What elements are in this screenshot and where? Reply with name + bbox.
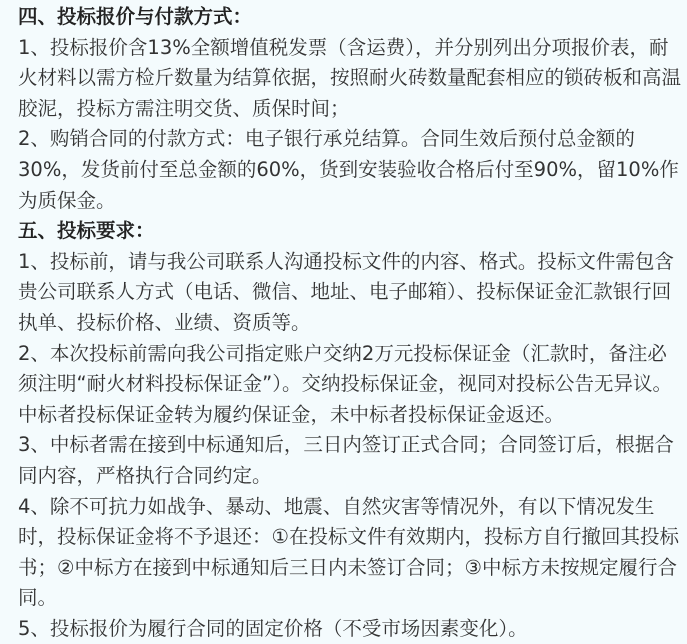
paragraph-line: 1、投标前，请与我公司联系人沟通投标文件的内容、格式。投标文件需包含 [18, 249, 674, 273]
paragraph-line: 同内容，严格执行合同约定。 [18, 463, 272, 487]
paragraph [18, 492, 687, 614]
paragraph [18, 614, 687, 644]
paragraph-line: 为质保金。 [18, 188, 116, 212]
paragraph-line: 5、投标报价为履行合同的固定价格（不受市场因素变化）。 [18, 616, 528, 640]
paragraph-line: 中标者投标保证金转为履约保证金，未中标者投标保证金返还。 [18, 402, 565, 426]
paragraph [18, 339, 687, 431]
paragraph-line: 4、除不可抗力如战争、暴动、地震、自然灾害等情况外，有以下情况发生 [18, 494, 655, 518]
paragraph-line: 执单、投标价格、业绩、资质等。 [18, 310, 311, 334]
paragraph [18, 430, 687, 491]
paragraph-line: 书；②中标方在接到中标通知后三日内未签订合同；③中标方未按规定履行合 [18, 555, 677, 579]
paragraph-line: 须注明“耐火材料投标保证金”）。交纳投标保证金，视同对投标公告无异议。 [18, 372, 672, 396]
paragraph-line: 1、投标报价含13%全额增值税发票（含运费），并分别列出分项报价表，耐 [18, 35, 669, 59]
paragraph-line: 贵公司联系人方式（电话、微信、地址、电子邮箱）、投标保证金汇款银行回 [18, 280, 672, 304]
paragraph-line: 火材料以需方检斤数量为结算依据，按照耐火砖数量配套相应的锁砖板和高温 [18, 66, 682, 90]
paragraph-line: 胶泥，投标方需注明交货、质保时间； [18, 96, 350, 120]
paragraph-line: 30%，发货前付至总金额的60%，货到安装验收合格后付至90%，留10%作 [18, 157, 679, 181]
paragraph-line: 2、本次投标前需向我公司指定账户交纳2万元投标保证金（汇款时，备注必 [18, 341, 667, 365]
paragraph [18, 33, 687, 125]
paragraph [18, 247, 687, 339]
paragraph-line: 时，投标保证金将不予退还：①在投标文件有效期内，投标方自行撤回其投标 [18, 525, 679, 549]
paragraph-line: 3、中标者需在接到中标通知后，三日内签订正式合同；合同签订后，根据合 [18, 433, 674, 457]
paragraph-line: 同。 [18, 586, 58, 610]
section-heading: 四、投标报价与付款方式： [18, 5, 253, 28]
paragraph-line: 2、购销合同的付款方式：电子银行承兑结算。合同生效后预付总金额的 [18, 127, 635, 151]
section-heading: 五、投标要求： [18, 219, 155, 243]
paragraph [18, 124, 687, 216]
